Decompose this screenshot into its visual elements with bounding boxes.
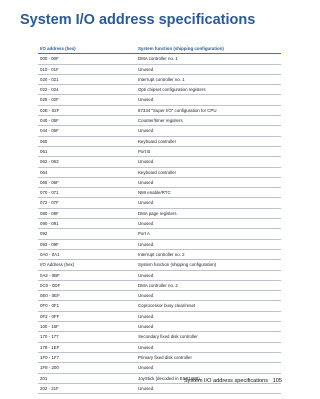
cell-function: DMA controller no. 2 [136,280,281,290]
table-row [38,239,281,249]
cell-address: 064 [38,167,136,177]
cell-function: Counter/timer registers [136,116,281,126]
cell-address: 100 - 16F [38,322,136,332]
cell-address: 065 - 06F [38,177,136,187]
table-row [38,126,281,136]
cell-function: Unused [136,198,281,208]
cell-address: 025 - 02F [38,95,136,105]
column-header-address: I/O address (hex) [38,44,136,54]
cell-function: Unused [136,64,281,74]
cell-address: 202 - 21F [38,383,136,393]
cell-address: 0F2 - 0FF [38,311,136,321]
cell-function: Port B [136,146,281,156]
cell-address: 170 - 177 [38,332,136,342]
cell-function: Unused [136,342,281,352]
cell-function: Interrupt controller no. 1 [136,74,281,84]
cell-address: 070 - 071 [38,188,136,198]
cell-address: 000 - 00F [38,54,136,64]
cell-address: 022 - 024 [38,85,136,95]
table-row [38,301,281,311]
cell-address: 178 - 1EF [38,342,136,352]
cell-address: 020 - 021 [38,74,136,84]
table-row [38,177,281,187]
table-row [38,64,281,74]
cell-function: 87334 "Super I/O" configuration for CPU [136,105,281,115]
page-footer [184,377,282,385]
cell-address: 201 [38,373,136,383]
cell-address: 0A2 - 0BF [38,270,136,280]
column-header-function: System function (shipping configuration) [136,44,281,54]
cell-address: 060 [38,136,136,146]
page-title: System I/O address specifications [20,12,256,28]
table-row [38,157,281,167]
cell-function: Unused [136,126,281,136]
cell-address: 010 - 01F [38,64,136,74]
io-address-table [38,44,281,394]
cell-function: Unused [136,270,281,280]
table-row [38,249,281,259]
cell-function: Unused [136,177,281,187]
table-row [38,188,281,198]
footer-title: System I/O address specifications [183,378,269,384]
cell-address: 0F0 - 0F1 [38,301,136,311]
cell-function: Unused [136,322,281,332]
cell-function: Unused [136,311,281,321]
cell-address: 1F0 - 1F7 [38,352,136,362]
cell-address: 090 - 091 [38,219,136,229]
cell-function: JoyStick (decoded in ESS1688) [136,373,281,383]
cell-address: 02E - 02F [38,105,136,115]
cell-function: Unused [136,239,281,249]
table-row [38,311,281,321]
cell-address: 040 - 05F [38,116,136,126]
cell-function: Unused [136,157,281,167]
table-row [38,229,281,239]
cell-function: Secondary fixed disk controller [136,332,281,342]
page-number: 105 [272,378,282,384]
cell-function: DMA page registers [136,208,281,218]
table-row [38,208,281,218]
table-row [38,95,281,105]
cell-function: Keyboard controller [136,167,281,177]
cell-address: 0E0 - 0EF [38,291,136,301]
cell-address: 061 [38,146,136,156]
cell-address: 093 - 09F [38,239,136,249]
table-row [38,270,281,280]
table-header-row [38,44,281,54]
cell-function: DMA controller no. 1 [136,54,281,64]
table-row [38,74,281,84]
table-row [38,198,281,208]
cell-function: Port A [136,229,281,239]
table-row [38,167,281,177]
cell-address: 0C0 - 0DF [38,280,136,290]
table-row [38,280,281,290]
cell-address: 072 - 07F [38,198,136,208]
cell-function: Interrupt controller no. 2 [136,249,281,259]
table-row [38,219,281,229]
cell-address: 0A0 - 0A1 [38,249,136,259]
table-body [38,54,281,394]
cell-address: 062 - 063 [38,157,136,167]
cell-function: Primary fixed disk controller [136,352,281,362]
cell-address: I/O Address (hex) [38,260,136,270]
table-row [38,146,281,156]
cell-function: System function (shipping configuration) [136,260,281,270]
cell-function: Unused [136,383,281,393]
cell-function: Unused [136,291,281,301]
cell-function: Keyboard controller [136,136,281,146]
table-row [38,332,281,342]
table-row [38,116,281,126]
cell-function: NMI enable/RTC [136,188,281,198]
table-row [38,352,281,362]
table-row [38,136,281,146]
table-row [38,260,281,270]
cell-function: Unused [136,363,281,373]
table-row [38,342,281,352]
cell-function: Coprocessor busy clear/reset [136,301,281,311]
cell-address: 1F8 - 200 [38,363,136,373]
table-row [38,85,281,95]
cell-address: 044 - 05F [38,126,136,136]
table-row [38,322,281,332]
cell-address: 080 - 08F [38,208,136,218]
cell-address: 092 [38,229,136,239]
table-row [38,363,281,373]
table-row [38,105,281,115]
cell-function: Unused [136,219,281,229]
cell-function: Unused [136,95,281,105]
table-row [38,291,281,301]
cell-function: Opti chipset configuration registers [136,85,281,95]
table-row [38,54,281,64]
